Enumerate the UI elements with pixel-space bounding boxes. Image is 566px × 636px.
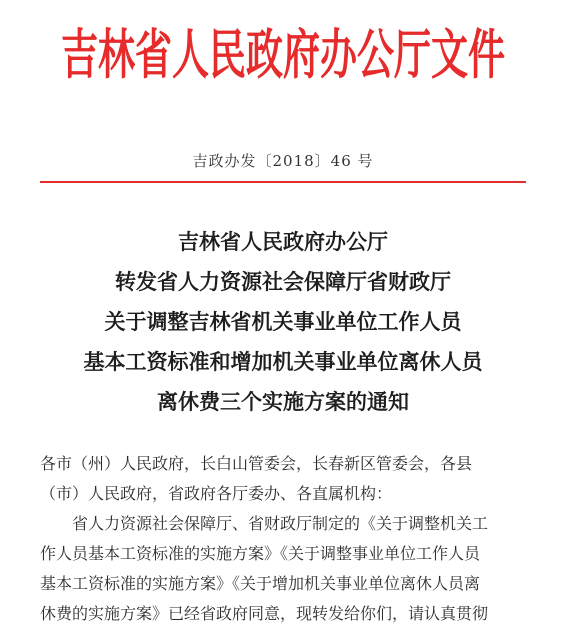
title-line: 转发省人力资源社会保障厅省财政厅 [115, 270, 451, 294]
body-paragraph-line: 休费的实施方案》已经省政府同意，现转发给你们，请认真贯彻 [40, 604, 489, 623]
document-number: 吉政办发〔2018〕46 号 [192, 152, 374, 170]
title-line: 离休费三个实施方案的通知 [157, 390, 409, 414]
org-header-title: 吉林省人民政府办公厅文件 [61, 23, 505, 86]
body-paragraph-line: 作人员基本工资标准的实施方案》《关于调整事业单位工作人员 [40, 544, 481, 563]
body-paragraph-line: 省人力资源社会保障厅、省财政厅制定的《关于调整机关工 [72, 514, 489, 533]
addressee-line: 各市（州）人民政府，长白山管委会，长春新区管委会，各县 [40, 454, 473, 473]
notice-body [40, 449, 540, 629]
addressee-line: （市）人民政府，省政府各厅委办、各直属机构： [40, 484, 393, 503]
notice-title [0, 222, 566, 422]
title-line: 基本工资标准和增加机关事业单位离休人员 [83, 350, 483, 374]
title-line: 关于调整吉林省机关事业单位工作人员 [104, 310, 462, 334]
title-line: 吉林省人民政府办公厅 [178, 230, 388, 254]
body-paragraph-line: 基本工资标准的实施方案》《关于增加机关事业单位离休人员离 [40, 574, 481, 593]
red-divider-line [40, 181, 526, 183]
